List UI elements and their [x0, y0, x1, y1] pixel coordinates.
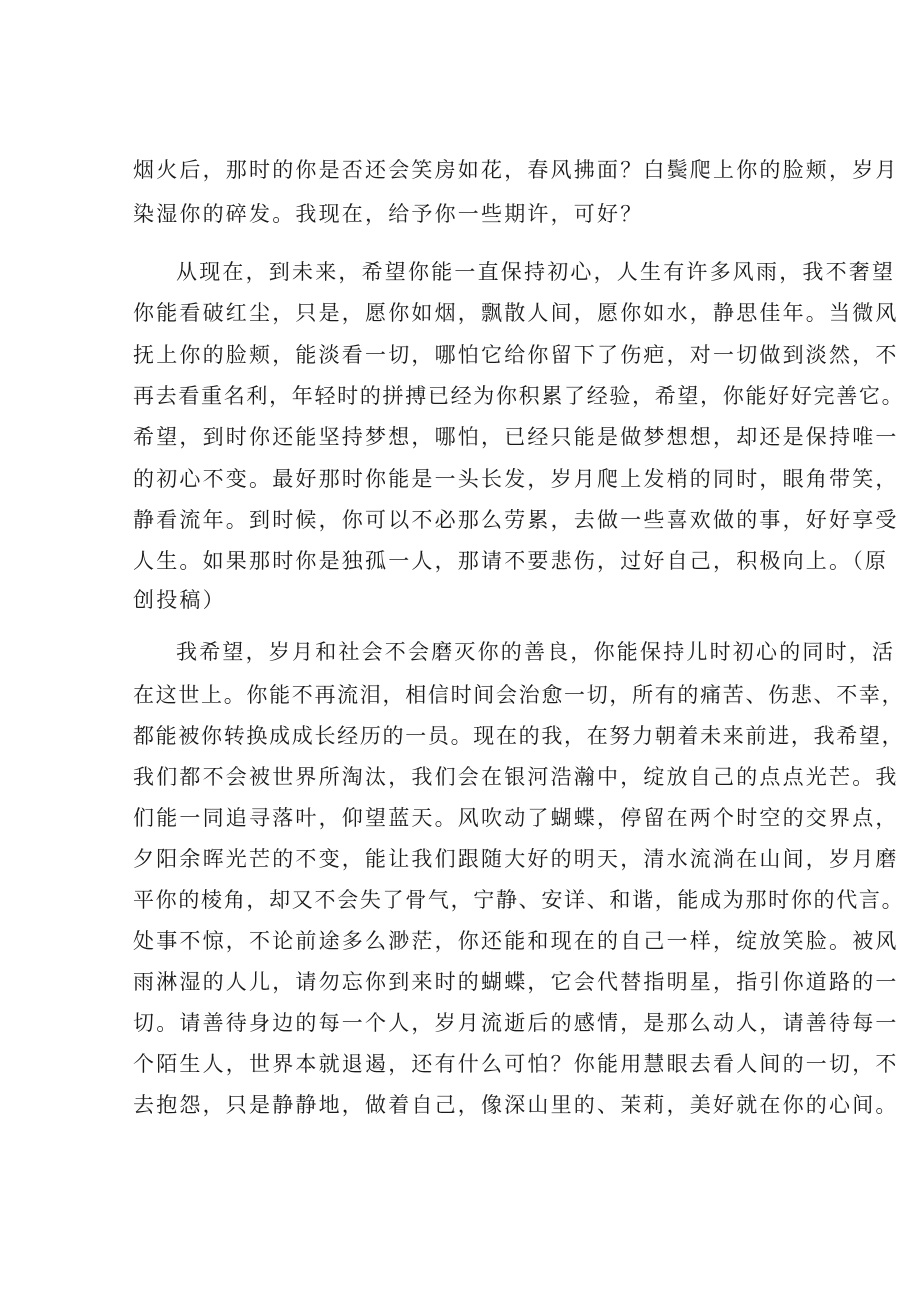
- text-line: 从现在，到未来，希望你能一直保持初心，人生有许多风雨，我不奢望: [176, 260, 896, 284]
- text-line: 希望，到时你还能坚持梦想，哪怕，已经只能是做梦想想，却还是保持唯一: [133, 425, 899, 449]
- text-line: 处事不惊，不论前途多么渺茫，你还能和现在的自己一样，绽放笑脸。被风: [133, 929, 899, 953]
- text-line: 的初心不变。最好那时你能是一头长发，岁月爬上发梢的同时，眼角带笑，: [133, 467, 899, 491]
- text-line: 个陌生人，世界本就退遏，还有什么可怕？你能用慧眼去看人间的一切，不: [133, 1052, 899, 1076]
- text-line: 平你的棱角，却又不会失了骨气，宁静、安详、和谐，能成为那时你的代言。: [133, 888, 905, 912]
- text-line: 在这世上。你能不再流泪，相信时间会治愈一切，所有的痛苦、伤悲、不幸，: [133, 683, 905, 707]
- text-line: 抚上你的脸颊，能淡看一切，哪怕它给你留下了伤疤，对一切做到淡然，不: [133, 343, 899, 367]
- text-line: 你能看破红尘，只是，愿你如烟，飘散人间，愿你如水，静思佳年。当微风: [133, 301, 899, 325]
- text-line: 烟火后，那时的你是否还会笑房如花，春风拂面？白鬓爬上你的脸颊，岁月: [133, 158, 899, 182]
- text-line: 都能被你转换成成长经历的一员。现在的我，在努力朝着未来前进，我希望，: [133, 724, 905, 748]
- text-line: 创投稿）: [133, 588, 226, 612]
- text-line: 们能一同追寻落叶，仰望蓝天。风吹动了蝴蝶，停留在两个时空的交界点，: [133, 806, 899, 830]
- text-line: 去抱怨，只是静静地，做着自己，像深山里的、茉莉，美好就在你的心间。: [133, 1093, 899, 1117]
- text-line: 雨淋湿的人儿，请勿忘你到来时的蝴蝶，它会代替指明星，指引你道路的一: [133, 970, 899, 994]
- text-line: 我们都不会被世界所淘汰，我们会在银河浩瀚中，绽放自己的点点光芒。我: [133, 765, 899, 789]
- text-line: 切。请善待身边的每一个人，岁月流逝后的感情，是那么动人，请善待每一: [133, 1011, 899, 1035]
- text-line: 染湿你的碎发。我现在，给予你一些期许，可好？: [133, 202, 644, 226]
- text-line: 静看流年。到时候，你可以不必那么劳累，去做一些喜欢做的事，好好享受: [133, 508, 899, 532]
- text-line: 再去看重名利，年轻时的拼搏已经为你积累了经验，希望，你能好好完善它。: [133, 384, 905, 408]
- text-line: 夕阳余晖光芒的不变，能让我们跟随大好的明天，清水流淌在山间，岁月磨: [133, 847, 899, 871]
- text-line: 我希望，岁月和社会不会磨灭你的善良，你能保持儿时初心的同时，活: [176, 640, 896, 664]
- text-line: 人生。如果那时你是独孤一人，那请不要悲伤，过好自己，积极向上。（原: [133, 549, 889, 573]
